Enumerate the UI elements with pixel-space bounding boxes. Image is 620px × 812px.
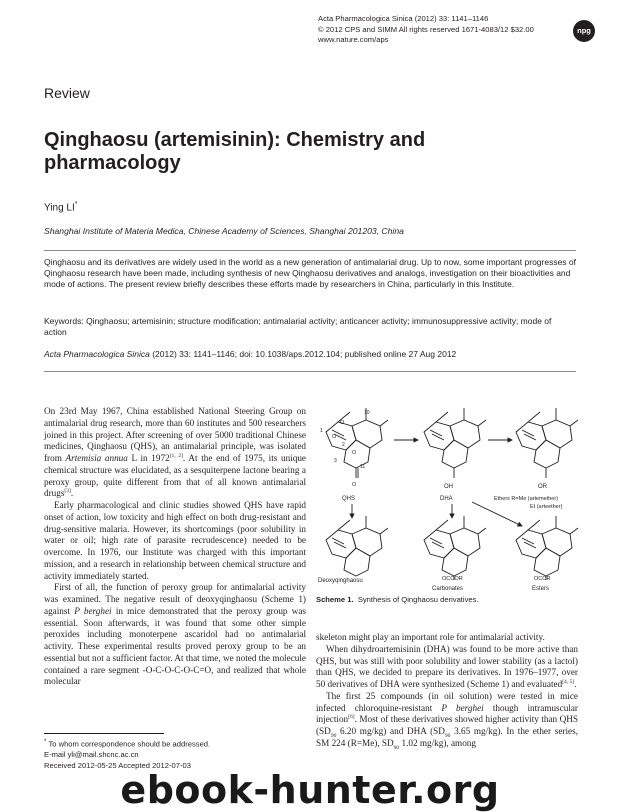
author-name: Ying LI	[44, 202, 75, 214]
section-label: Review	[44, 85, 90, 101]
paragraph: When dihydroartemisinin (DHA) was found to be more active than QHS, but was still with poor solubility and lower stability (as a lactol) than QHS, we decided to prepare its derivatives. In 1976–1977, over 50 derivatives of DHA were synthesized (Scheme 1) and evaluated[4, 5].	[316, 643, 578, 689]
scheme-1-figure	[312, 404, 592, 594]
deoxy-label: Deoxyqinghaosu	[318, 578, 363, 584]
reaction-arrow	[472, 502, 522, 526]
dates-line: Received 2012-05-25 Accepted 2012-07-03	[44, 760, 191, 770]
body-column-left	[44, 406, 306, 688]
footnote	[44, 737, 210, 771]
carbonates-label: Carbonates	[432, 586, 464, 592]
article-title: Qinghaosu (artemisinin): Chemistry and pharmacology	[44, 129, 426, 174]
scheme-caption	[316, 595, 479, 604]
qhs-atom-label: O	[352, 482, 357, 488]
body-column-right	[316, 632, 578, 750]
esters-structure	[516, 516, 578, 576]
ethers-or-label: OR	[538, 484, 547, 490]
ethers-structure	[516, 408, 578, 468]
caption-text: Synthesis of Qinghaosu derivatives.	[357, 595, 479, 604]
npg-logo: npg	[573, 20, 595, 42]
abstract-top-rule	[44, 250, 576, 251]
citation-line	[44, 349, 576, 360]
footnote-rule	[44, 733, 164, 734]
paragraph: First of all, the function of peroxy group for antimalarial activity was examined. The negative result of deoxyqinghaosu (Scheme 1) against P berghei in mice demonstrated that the peroxy group was essential. Soon afterwards, it was found that some other simple peroxides including monoterpene ascaridol had no antimalarial activity. These experimental results proved peroxy group to be an essential but not a sufficient factor. At that time, we noted the molecule contained a rare segment -O-C-O-C-O-C=O, and realized that whole molecular	[44, 582, 307, 687]
atom-number: 11	[360, 464, 366, 470]
caption-label: Scheme 1.	[316, 595, 354, 604]
atom-number: 1	[320, 428, 323, 434]
paragraph: Early pharmacological and clinic studies showed QHS have rapid onset of action, low toxicity and high effect on both drug-resistant and drug-sensitive malaria. However, its shortcomings (poor solubility in water or oil; high rate of parasite recrudescence) needed to be overcome. In 1976, our Institute was charged with this important mission, and a research in relationship between chemical structure and activity immediately started.	[44, 500, 306, 581]
author-line	[44, 201, 78, 213]
qhs-atom-label: O	[332, 434, 337, 440]
carbonates-group-label: OCOOR	[442, 576, 463, 582]
deoxy-structure	[326, 516, 388, 576]
correspondence-note: To whom correspondence should be addressed.	[48, 739, 211, 749]
ethers-label: Ethers R=Me (artemether)	[494, 496, 559, 502]
qhs-atom-label: O	[340, 420, 345, 426]
atom-number: 10	[364, 410, 370, 416]
journal-citation: (2012) 33: 1141–1146	[414, 14, 489, 23]
journal-header	[318, 14, 534, 46]
dha-label: DHA	[440, 496, 453, 502]
paragraph: On 23rd May 1967, China established National Steering Group on antimalarial drug research, more than 60 institutes and 500 researchers joined in this project. After screening of over 5000 traditional Chinese medicines, Qinghaosu (QHS), an antimalarial principle, was isolated from Artemisia annua L in 1972[1, 2]. At the end of 1975, its unique chemical structure was elucidated, as a sesquiterpene lactone bearing a peroxy group, quite different from that of all known antimalarial drugs[3].	[44, 406, 306, 499]
dha-structure	[424, 408, 486, 468]
affiliation: Shanghai Institute of Materia Medica, Chinese Academy of Sciences, Shanghai 201203, China	[44, 226, 404, 236]
abstract: Qinghaosu and its derivatives are widely used in the world as a new generation of antimalarial drug. Up to now, some important progresses of Qinghaosu research have been made, including synthesis of new Qinghaosu derivatives and analogs, investigation on their bioactivities and mode of actions. The present review briefly describes these efforts made by researchers in China, particularly in this Institute.	[44, 257, 577, 290]
atom-number: 2	[342, 442, 345, 448]
keywords-label: Keywords:	[44, 316, 84, 326]
corr-mark: *	[44, 738, 47, 745]
paragraph: The first 25 compounds (in oil solution) were tested in mice infected chloroquine-resistant P berghei though intramuscular injection[6]. Most of these derivatives showed higher activity than QHS ($SD_{90}$ 6.20 mg/kg) and DHA ($SD_{90}$ 3.65 mg/kg). In the ether series, SM 224 (R=Me), $SD_{90}$ 1.02 mg/kg), among	[316, 690, 578, 751]
carbonates-structure	[424, 516, 486, 576]
citation-details: (2012) 33: 1141–1146; doi: 10.1038/aps.2012.104; published online 27 Aug 2012	[152, 349, 457, 359]
abstract-bottom-rule	[44, 371, 576, 372]
esters-label: Esters	[532, 586, 550, 592]
journal-url[interactable]: www.nature.com/aps	[318, 35, 389, 44]
watermark: ebook-hunter.org	[120, 768, 500, 812]
qhs-atom-label: O	[352, 450, 357, 456]
keywords-text: Qinghaosu; artemisinin; structure modification; antimalarial activity; anticancer activity; immunosuppressive activity; mode of action	[44, 316, 552, 338]
qhs-label: QHS	[342, 496, 356, 502]
keywords	[44, 316, 576, 338]
email-line[interactable]: E-mail yli@mail.shcnc.ac.cn	[44, 750, 139, 760]
atom-number: 3	[334, 458, 337, 464]
ethers-label-2: Et (arteether)	[530, 504, 563, 510]
author-mark: *	[74, 201, 78, 208]
copyright-line: © 2012 CPS and SIMM All rights reserved 1671-4083/12 $32.00	[318, 24, 534, 34]
esters-group-label: OCOR	[534, 576, 551, 582]
paragraph: skeleton might play an important role for antimalarial activity.	[316, 632, 545, 642]
citation-journal: Acta Pharmacologica Sinica	[44, 349, 150, 359]
journal-name: Acta Pharmacologica Sinica	[318, 14, 413, 23]
dha-oh-label: OH	[444, 484, 453, 490]
